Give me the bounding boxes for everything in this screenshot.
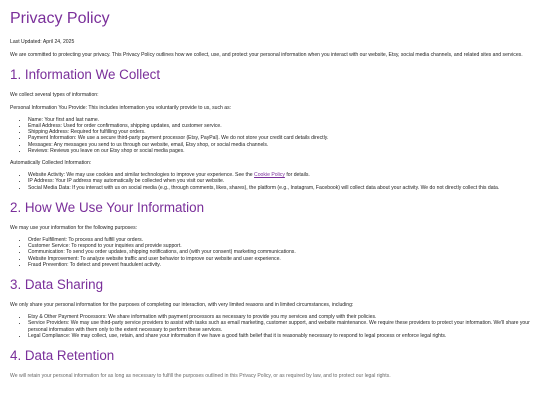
list-item: • Customer Service: To respond to your inquiries and provide support. (28, 243, 530, 249)
list-item: • Fraud Prevention: To detect and prevent fraudulent activity. (28, 262, 530, 268)
list-item: • Email Address: Used for order confirmations, shipping updates, and customer service. (28, 123, 530, 129)
section-paragraph: We only share your personal information for the purposes of completing our interaction, with very limited reasons and in limited circumstances, including: (10, 302, 354, 309)
list-item: • Reviews: Reviews you leave on our Etsy shop or social media pages. (28, 148, 530, 154)
list-item: • Payment Information: We use a secure third-party payment processor (Etsy, PayPal). We do not store your credit card details directly. (28, 135, 530, 141)
list-item: • Social Media Data: If you interact with us on social media (e.g., through comments, likes, shares), the platform (e.g., Instagram, Facebook) will collect data about your activity. We do not directly collect this data. (28, 185, 530, 191)
cookie-policy-link[interactable]: Cookie Policy (254, 172, 285, 179)
section-data-retention (10, 348, 530, 379)
section-data-sharing (10, 277, 530, 339)
list-item: • Etsy & Other Payment Processors: We share information with payment processors as necessary to provide you my services and comply with their policies. (28, 314, 530, 320)
intro-paragraph: We are committed to protecting your privacy. This Privacy Policy outlines how we collect, use, and protect your personal information when you interact with our website, Etsy, social media channels, and related sites and services. (10, 52, 523, 59)
section-heading: 4. Data Retention (10, 348, 115, 364)
page-title: Privacy Policy (10, 10, 110, 27)
list-item: • Name: Your first and last name. (28, 117, 530, 123)
last-updated-date: Last Updated: April 24, 2025 (10, 39, 75, 45)
section-heading: 3. Data Sharing (10, 277, 104, 293)
list-item: • Service Providers: We may use third-party service providers to assist with tasks such as email marketing, customer support, and website maintenance. We require these providers to protect your information. We'll share your personal information with them only to the extent necessary to perform these services. (28, 320, 530, 332)
list-item: • Communication: To send you order updates, shipping notifications, and (with your consent) marketing communications. (28, 249, 530, 255)
list-item-text: Website Activity: We may use cookies and similar technologies to improve your experience. See the (28, 172, 253, 179)
list-item-text: for details. (286, 172, 310, 179)
sharing-list (10, 314, 530, 339)
auto-info-list (10, 172, 530, 191)
section-paragraph: We collect several types of information: (10, 92, 99, 99)
section-paragraph: Automatically Collected Information: (10, 160, 92, 167)
list-item: • Messages: Any messages you send to us through our website, email, Etsy shop, or social media channels. (28, 142, 530, 148)
section-paragraph: Personal Information You Provide: This includes information you voluntarily provide to us, such as: (10, 104, 232, 111)
list-item: • Order Fulfillment: To process and fulfill your orders. (28, 237, 530, 243)
list-item: • Shipping Address: Required for fulfilling your orders. (28, 129, 530, 135)
list-item: • Website Improvement: To analyze website traffic and user behavior to improve our website and user experience. (28, 256, 530, 262)
usage-list (10, 237, 530, 268)
list-item: • IP Address: Your IP address may automatically be collected when you visit our website. (28, 178, 530, 184)
section-information-we-collect (10, 67, 530, 190)
section-how-we-use (10, 200, 530, 268)
list-item: • Legal Compliance: We may collect, use, retain, and share your information if we have a good faith belief that it is reasonably necessary to respond to legal process or enforce legal rights. (28, 333, 530, 339)
personal-info-list (10, 117, 530, 154)
section-heading: 1. Information We Collect (10, 67, 161, 83)
section-paragraph: We will retain your personal information for as long as necessary to fulfill the purposes outlined in this Privacy Policy, or as required by law, and to protect our legal rights. (10, 373, 391, 380)
section-heading: 2. How We Use Your Information (10, 199, 205, 215)
section-paragraph: We may use your information for the following purposes: (10, 224, 138, 231)
